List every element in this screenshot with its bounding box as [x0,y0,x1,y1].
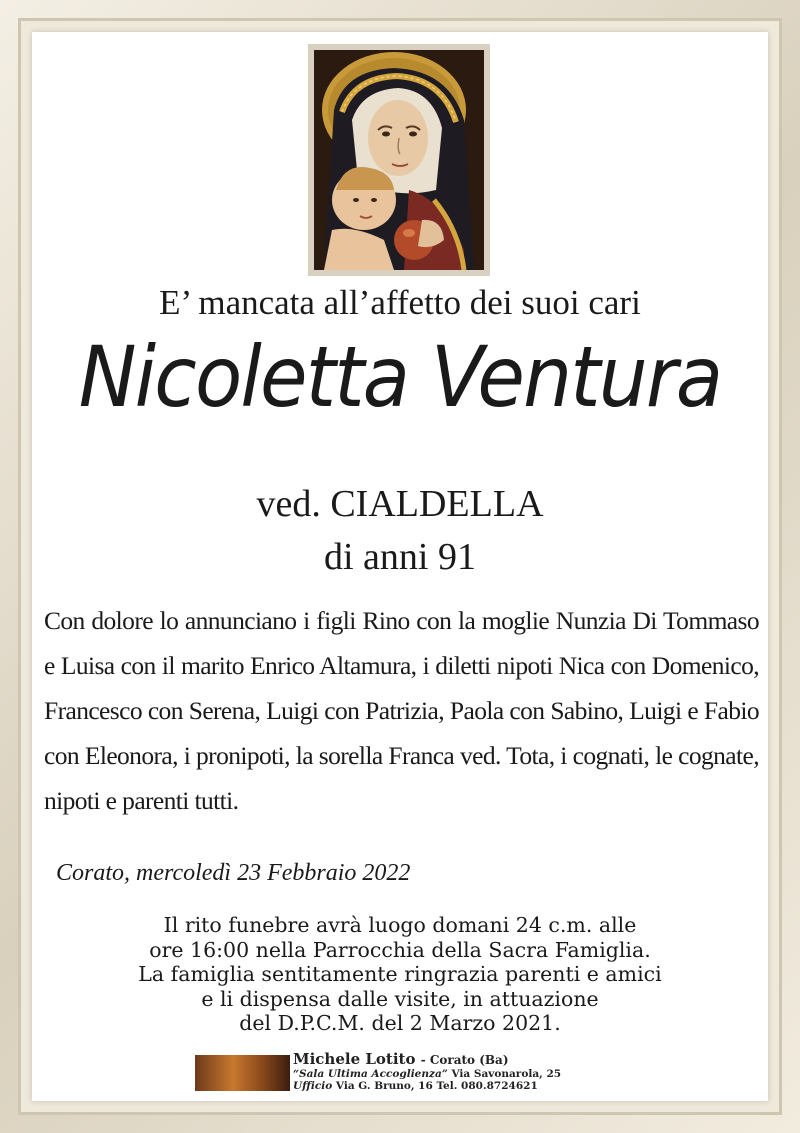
hall-name: “Sala Ultima Accoglienza” [293,1068,448,1080]
office-label: Ufficio [293,1080,333,1092]
dateline: Corato, mercoledì 23 Febbraio 2022 [56,860,411,886]
office-address: Via G. Bruno, 16 [335,1080,433,1092]
rite-line: Il rito funebre avrà luogo domani 24 c.m. alle [163,913,637,937]
rite-line: La famiglia sentitamente ringrazia parenti e amici [138,962,662,986]
company-name: Michele Lotito [293,1050,416,1068]
rite-line: ore 16:00 nella Parrocchia della Sacra Famiglia. [149,937,651,962]
intro-line: E’ mancata all’affetto dei suoi cari [159,283,641,322]
age-line: di anni 91 [324,536,476,578]
rite-details [0,913,800,1036]
hall-address: Via Savonarola, 25 [451,1068,562,1080]
funeral-home-logo-image [195,1055,290,1091]
deceased-name: Nicoletta Ventura [78,328,722,426]
funeral-home-footer [195,1050,615,1096]
widow-line: ved. CIALDELLA [256,483,544,525]
funeral-home-info [293,1050,615,1092]
rite-line: del D.P.C.M. del 2 Marzo 2021. [239,1011,561,1035]
company-location: - Corato (Ba) [420,1053,509,1067]
phone-number: Tel. 080.8724621 [436,1080,538,1092]
announcement-text: Con dolore lo annunciano i figli Rino con la moglie Nunzia Di Tommaso e Luisa con il marito Enrico Altamura, i diletti nipoti Nica con Domenico, Francesco con Serena, Luigi con Patrizia, Paola con Sabino, Luigi e Fabio con Eleonora, i pronipoti, la sorella Franca ved. Tota, i cognati, le cognate, nipoti e parenti tutti. [44,606,759,815]
madonna-and-child-icon [308,44,490,276]
rite-line: e li dispensa dalle visite, in attuazione [201,986,599,1011]
